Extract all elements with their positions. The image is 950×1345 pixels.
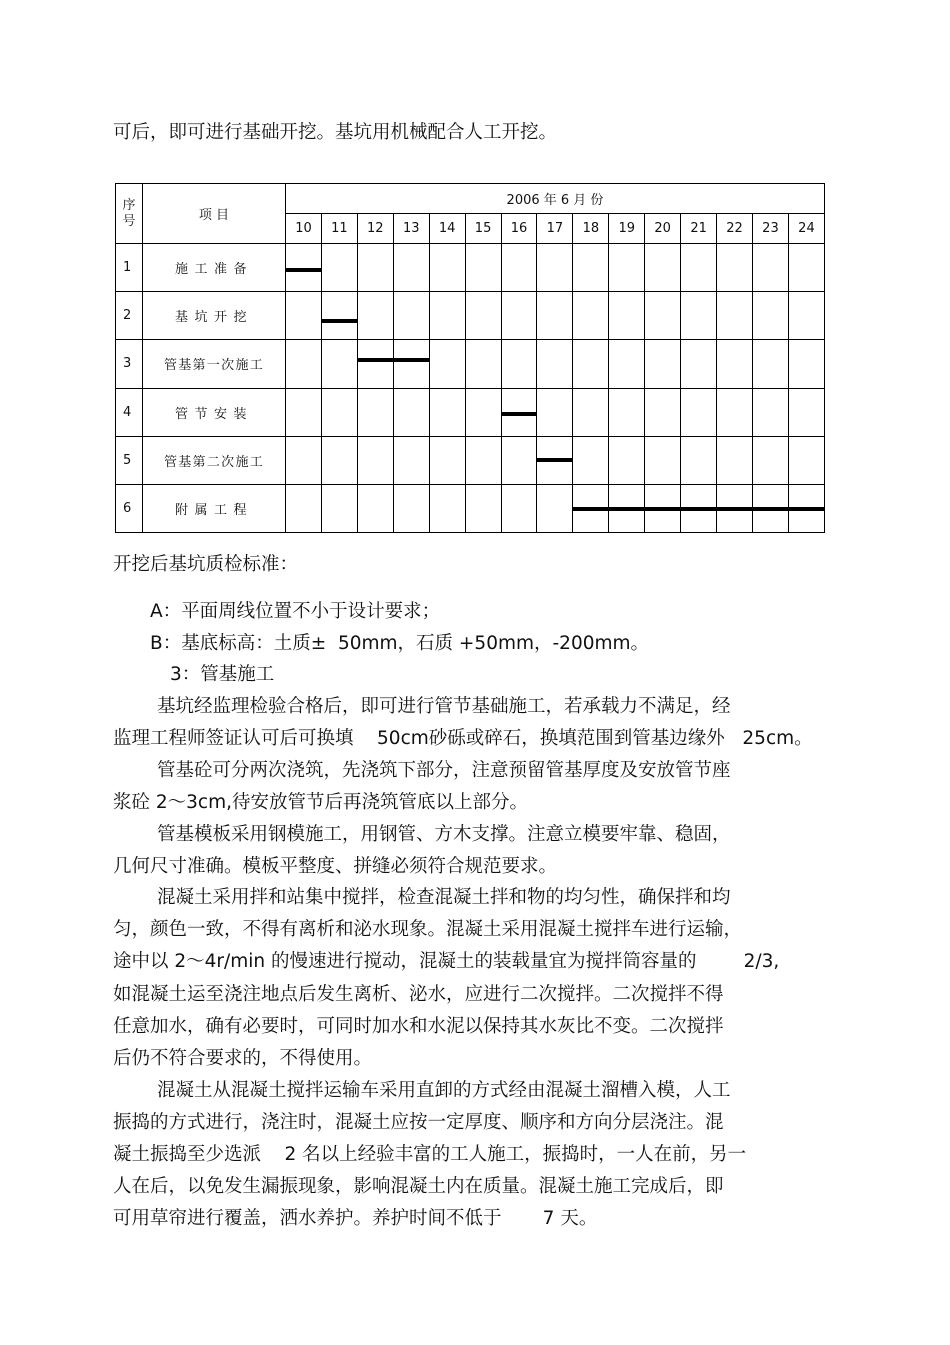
schedule-bar [717,507,752,511]
day-cell [465,484,501,532]
schedule-row [116,436,825,484]
day-cell [321,388,357,436]
day-cell [717,388,753,436]
day-cell [357,388,393,436]
day-cell [501,244,537,292]
row-item: 基坑开挖 [143,292,286,340]
day-cell [788,436,824,484]
day-cell [393,388,429,436]
schedule-row [116,484,825,532]
day-cell [573,436,609,484]
day-cell [717,340,753,388]
day-cell [465,436,501,484]
day-header-14: 14 [429,214,465,244]
day-cell [393,292,429,340]
day-cell [429,340,465,388]
day-cell [788,244,824,292]
text-line-20: 人在后，以免发生漏振现象，影响混凝土内在质量。混凝土施工完成后，即 [113,1176,724,1197]
day-cell [537,388,573,436]
text-line-5: 基坑经监理检验合格后，即可进行管节基础施工，若承载力不满足，经 [157,696,731,717]
day-cell [645,436,681,484]
day-cell [429,388,465,436]
schedule-bar [537,458,572,462]
day-cell [286,292,322,340]
row-seq: 3 [116,340,143,388]
day-cell [429,292,465,340]
day-cell [393,436,429,484]
day-cell [357,340,393,388]
text-line-10: 几何尺寸准确。模板平整度、拼缝必须符合规范要求。 [113,856,558,877]
schedule-bar [394,358,429,362]
day-cell [609,340,645,388]
day-cell [537,244,573,292]
day-cell [573,340,609,388]
text-line-11: 混凝土采用拌和站集中搅拌，检查混凝土拌和物的均匀性，确保拌和均 [157,887,731,908]
text-line-18: 振捣的方式进行，浇注时，混凝土应按一定厚度、顺序和方向分层浇注。混 [113,1112,724,1133]
day-cell [501,484,537,532]
day-cell [573,484,609,532]
text-line-2: A：平面周线位置不小于设计要求； [150,601,441,622]
day-cell [537,292,573,340]
day-cell [465,340,501,388]
text-line-3: B：基底标高：土质± 50mm，石质 +50mm，-200mm。 [150,633,650,654]
day-cell [537,340,573,388]
schedule-row [116,388,825,436]
text-line-19: 凝土振捣至少选派 2 名以上经验丰富的工人施工，振捣时，一人在前，另一 [113,1144,747,1165]
day-cell [286,436,322,484]
row-seq: 6 [116,484,143,532]
day-cell [788,292,824,340]
day-cell [465,244,501,292]
text-line-14: 如混凝土运至浇注地点后发生离析、泌水，应进行二次搅拌。二次搅拌不得 [113,984,724,1005]
text-line-21: 可用草帘进行覆盖，洒水养护。养护时间不低于 7 天。 [113,1208,598,1229]
day-cell [645,292,681,340]
text-line-13: 途中以 2～4r/min 的慢速进行搅动，混凝土的装载量宜为搅拌筒容量的 2/3, [113,951,780,972]
row-seq: 4 [116,388,143,436]
day-cell [537,436,573,484]
schedule-bar [681,507,716,511]
row-item: 管基第二次施工 [143,436,286,484]
row-item: 管节安装 [143,388,286,436]
day-header-13: 13 [393,214,429,244]
day-cell [393,244,429,292]
text-line-9: 管基模板采用钢模施工，用钢管、方木支撑。注意立模要牢靠、稳固， [157,824,731,845]
day-cell [609,244,645,292]
day-cell [645,388,681,436]
day-cell [321,436,357,484]
seq-header [116,184,143,244]
schedule-bar [322,319,357,323]
day-cell [752,436,788,484]
text-line-8: 浆砼 2～3cm,待安放管节后再浇筑管底以上部分。 [113,792,528,813]
day-cell [321,244,357,292]
seq-header-label: 序 号 [122,197,136,229]
schedule-bar [286,268,321,272]
text-line-16: 后仍不符合要求的，不得使用。 [113,1048,373,1069]
day-cell [501,436,537,484]
day-cell [357,244,393,292]
text-line-1: 开挖后基坑质检标准： [113,554,299,575]
day-header-10: 10 [286,214,322,244]
schedule-row [116,244,825,292]
day-cell [429,484,465,532]
schedule-bar [502,412,537,416]
day-cell [788,388,824,436]
day-header-20: 20 [645,214,681,244]
day-cell [788,340,824,388]
day-cell [465,292,501,340]
day-cell [573,292,609,340]
schedule-row [116,292,825,340]
schedule-bar [358,358,393,362]
day-cell [429,244,465,292]
day-cell [357,436,393,484]
day-cell [573,388,609,436]
day-cell [321,484,357,532]
day-cell [788,484,824,532]
day-header-22: 22 [717,214,753,244]
intro-line: 可后，即可进行基础开挖。基坑用机械配合人工开挖。 [113,122,558,143]
day-cell [752,292,788,340]
day-cell [609,292,645,340]
day-header-17: 17 [537,214,573,244]
row-item: 施工准备 [143,244,286,292]
text-line-7: 管基砼可分两次浇筑，先浇筑下部分，注意预留管基厚度及安放管节座 [157,760,731,781]
row-seq: 2 [116,292,143,340]
day-header-16: 16 [501,214,537,244]
day-cell [609,388,645,436]
row-item: 附属工程 [143,484,286,532]
day-cell [286,340,322,388]
day-cell [357,292,393,340]
day-cell [537,484,573,532]
schedule-bar [645,507,680,511]
day-cell [717,484,753,532]
text-line-17: 混凝土从混凝土搅拌运输车采用直卸的方式经由混凝土溜槽入模，人工 [157,1080,731,1101]
day-cell [645,340,681,388]
day-cell [393,340,429,388]
schedule-bar [573,507,608,511]
day-cell [465,388,501,436]
day-cell [429,436,465,484]
day-header-23: 23 [752,214,788,244]
day-cell [609,484,645,532]
row-item: 管基第一次施工 [143,340,286,388]
text-line-15: 任意加水，确有必要时，可同时加水和水泥以保持其水灰比不变。二次搅拌 [113,1016,724,1037]
day-cell [681,340,717,388]
day-cell [717,244,753,292]
day-cell [681,292,717,340]
day-cell [286,244,322,292]
day-cell [286,484,322,532]
day-cell [752,388,788,436]
month-header: 2006 年 6 月 份 [286,184,825,214]
section-heading: 3：管基施工 [170,664,275,685]
day-cell [645,484,681,532]
day-cell [357,484,393,532]
day-header-11: 11 [321,214,357,244]
day-cell [501,388,537,436]
day-cell [752,340,788,388]
day-cell [645,244,681,292]
day-cell [286,388,322,436]
day-cell [321,340,357,388]
schedule-row [116,340,825,388]
day-cell [501,292,537,340]
day-cell [752,484,788,532]
row-seq: 1 [116,244,143,292]
day-cell [752,244,788,292]
schedule-bar [609,507,644,511]
schedule-table [115,183,825,533]
day-cell [393,484,429,532]
day-header-15: 15 [465,214,501,244]
schedule-bar [789,507,824,511]
day-cell [681,388,717,436]
day-cell [573,244,609,292]
day-cell [681,436,717,484]
row-seq: 5 [116,436,143,484]
item-header: 项 目 [143,184,286,244]
day-cell [501,340,537,388]
day-header-19: 19 [609,214,645,244]
day-cell [681,244,717,292]
day-header-18: 18 [573,214,609,244]
text-line-12: 匀，颜色一致，不得有离析和泌水现象。混凝土采用混凝土搅拌车进行运输， [113,919,743,940]
day-cell [717,292,753,340]
day-cell [609,436,645,484]
day-header-21: 21 [681,214,717,244]
text-line-6: 监理工程师签证认可后可换填 50cm砂砾或碎石，换填范围到管基边缘外 25cm。 [113,728,813,749]
day-header-24: 24 [788,214,824,244]
day-cell [717,436,753,484]
day-header-12: 12 [357,214,393,244]
day-cell [321,292,357,340]
schedule-bar [753,507,788,511]
day-cell [681,484,717,532]
